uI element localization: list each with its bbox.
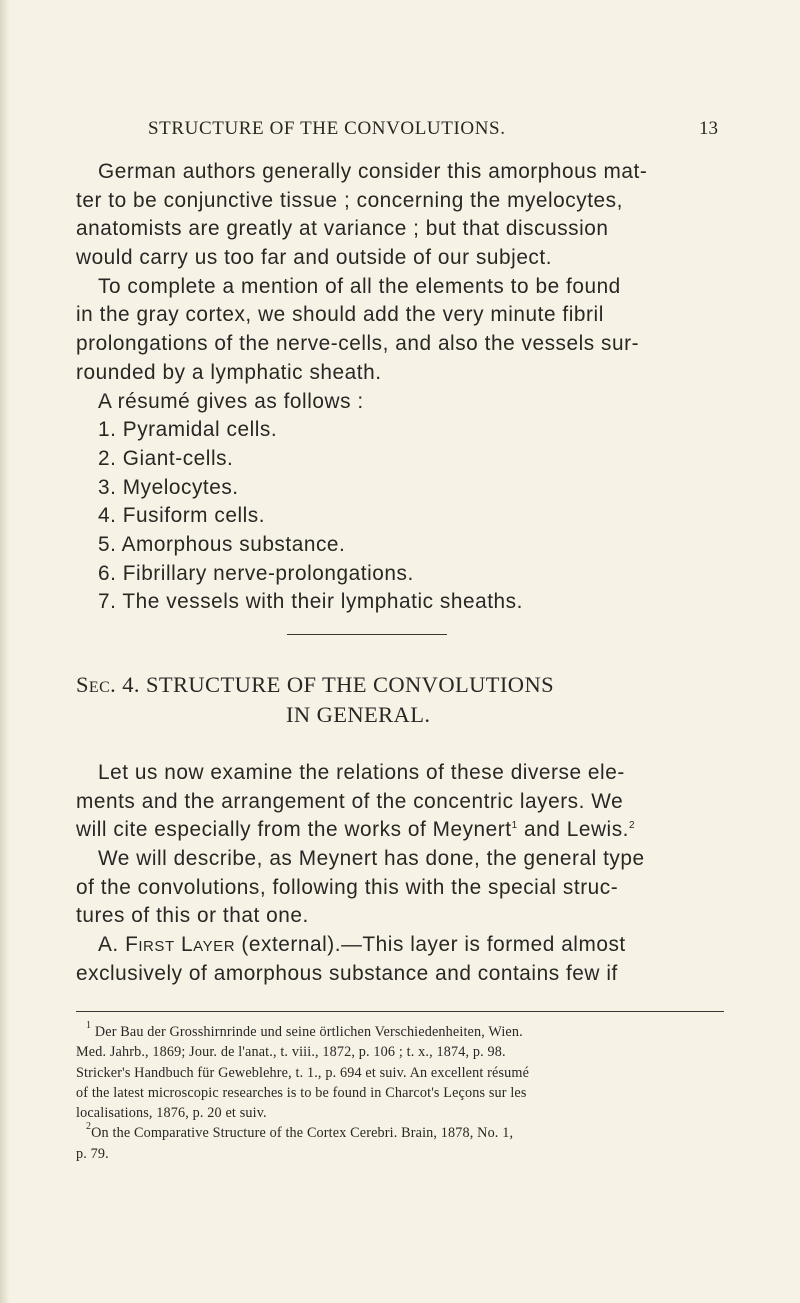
section-heading-line2: IN GENERAL. [286, 702, 431, 727]
footnote-marker: 2 [86, 1121, 92, 1133]
body-text-lower [76, 759, 726, 989]
text-line: would carry us too far and outside of our subject. [76, 246, 553, 270]
paragraph-first-layer [76, 931, 726, 988]
page-number: 13 [699, 118, 718, 139]
body-text-upper [76, 158, 726, 617]
running-title: STRUCTURE OF THE CONVOLUTIONS. [148, 118, 506, 139]
text-line: anatomists are greatly at variance ; but that discussion [76, 217, 609, 241]
footnotes [76, 1022, 736, 1164]
text-line [76, 816, 726, 845]
footnote-marker: 1 [86, 1020, 92, 1031]
subsection-label: A. First Layer [98, 933, 236, 957]
footnote-ref[interactable]: 2 [628, 820, 636, 832]
paragraph-describe [76, 845, 726, 931]
footnote-ref[interactable]: 1 [511, 820, 518, 832]
text-line: ments and the arrangement of the concentric layers. We [76, 789, 624, 813]
text-line: To complete a mention of all the elements to be found [98, 274, 621, 298]
section-label: Sec. [76, 672, 117, 697]
list-item: 2. Giant-cells. [98, 446, 234, 470]
text-segment: (external).—This layer is formed almost [235, 933, 626, 957]
text-line: ter to be conjunctive tissue ; concerning the myelocytes, [76, 188, 623, 212]
footnote-line: localisations, 1876, p. 20 et suiv. [76, 1105, 267, 1122]
text-line: rounded by a lymphatic sheath. [76, 360, 382, 384]
footnote-line: p. 79. [76, 1145, 109, 1162]
section-title: STRUCTURE OF THE CONVOLUTIONS [145, 672, 555, 697]
text-line: German authors generally consider this amorphous mat- [98, 160, 648, 183]
footnote-rule [76, 1011, 724, 1012]
text-line: of the convolutions, following this with the special struc- [76, 875, 619, 899]
text-segment: will cite especially from the works of Meynert [76, 818, 512, 842]
list-item: 7. The vessels with their lymphatic sheaths. [98, 590, 523, 614]
text-line [76, 931, 726, 960]
paragraph-amorphous-matter [76, 158, 726, 273]
footnote-line: Med. Jahrb., 1869; Jour. de l'anat., t. viii., 1872, p. 106 ; t. x., 1874, p. 98. [76, 1044, 506, 1061]
text-line: tures of this or that one. [76, 904, 309, 928]
text-line: in the gray cortex, we should add the very minute fibril [76, 303, 604, 327]
section-heading-line1 [76, 672, 726, 702]
list-item: 1. Pyramidal cells. [98, 418, 278, 442]
section-number: 4. [122, 672, 140, 697]
footnote-2 [76, 1123, 736, 1164]
footnote-1 [76, 1022, 736, 1123]
resume-intro: A résumé gives as follows : [98, 389, 364, 413]
paragraph-elements [76, 273, 726, 388]
footnote-line [76, 1123, 736, 1143]
text-line: exclusively of amorphous substance and contains few if [76, 961, 618, 985]
section-divider [287, 634, 447, 635]
text-line: We will describe, as Meynert has done, the general type [98, 847, 645, 871]
list-item: 5. Amorphous substance. [98, 532, 346, 556]
text-line: Let us now examine the relations of these diverse ele- [98, 761, 625, 784]
footnote-line: of the latest microscopic researches is to be found in Charcot's Leçons sur les [76, 1084, 527, 1101]
text-segment: and Lewis. [517, 818, 629, 842]
text-line: prolongations of the nerve-cells, and also the vessels sur- [76, 332, 640, 356]
section-heading [76, 672, 726, 732]
page-header [148, 118, 718, 144]
footnote-text: On the Comparative Structure of the Cortex Cerebri. Brain, 1878, No. 1, [91, 1125, 514, 1142]
footnote-text: Der Bau der Grosshirnrinde und seine örtlichen Verschiedenheiten, Wien. [91, 1024, 523, 1040]
paragraph-relations [76, 759, 726, 845]
page-edge-shadow [0, 0, 10, 1303]
list-item: 4. Fusiform cells. [98, 504, 266, 528]
footnote-line [76, 1022, 736, 1042]
list-item: 3. Myelocytes. [98, 475, 239, 499]
element-list [76, 416, 726, 617]
list-item: 6. Fibrillary nerve-prolongations. [98, 561, 414, 585]
footnote-line: Stricker's Handbuch für Geweblehre, t. 1., p. 694 et suiv. An excellent résumé [76, 1064, 530, 1081]
